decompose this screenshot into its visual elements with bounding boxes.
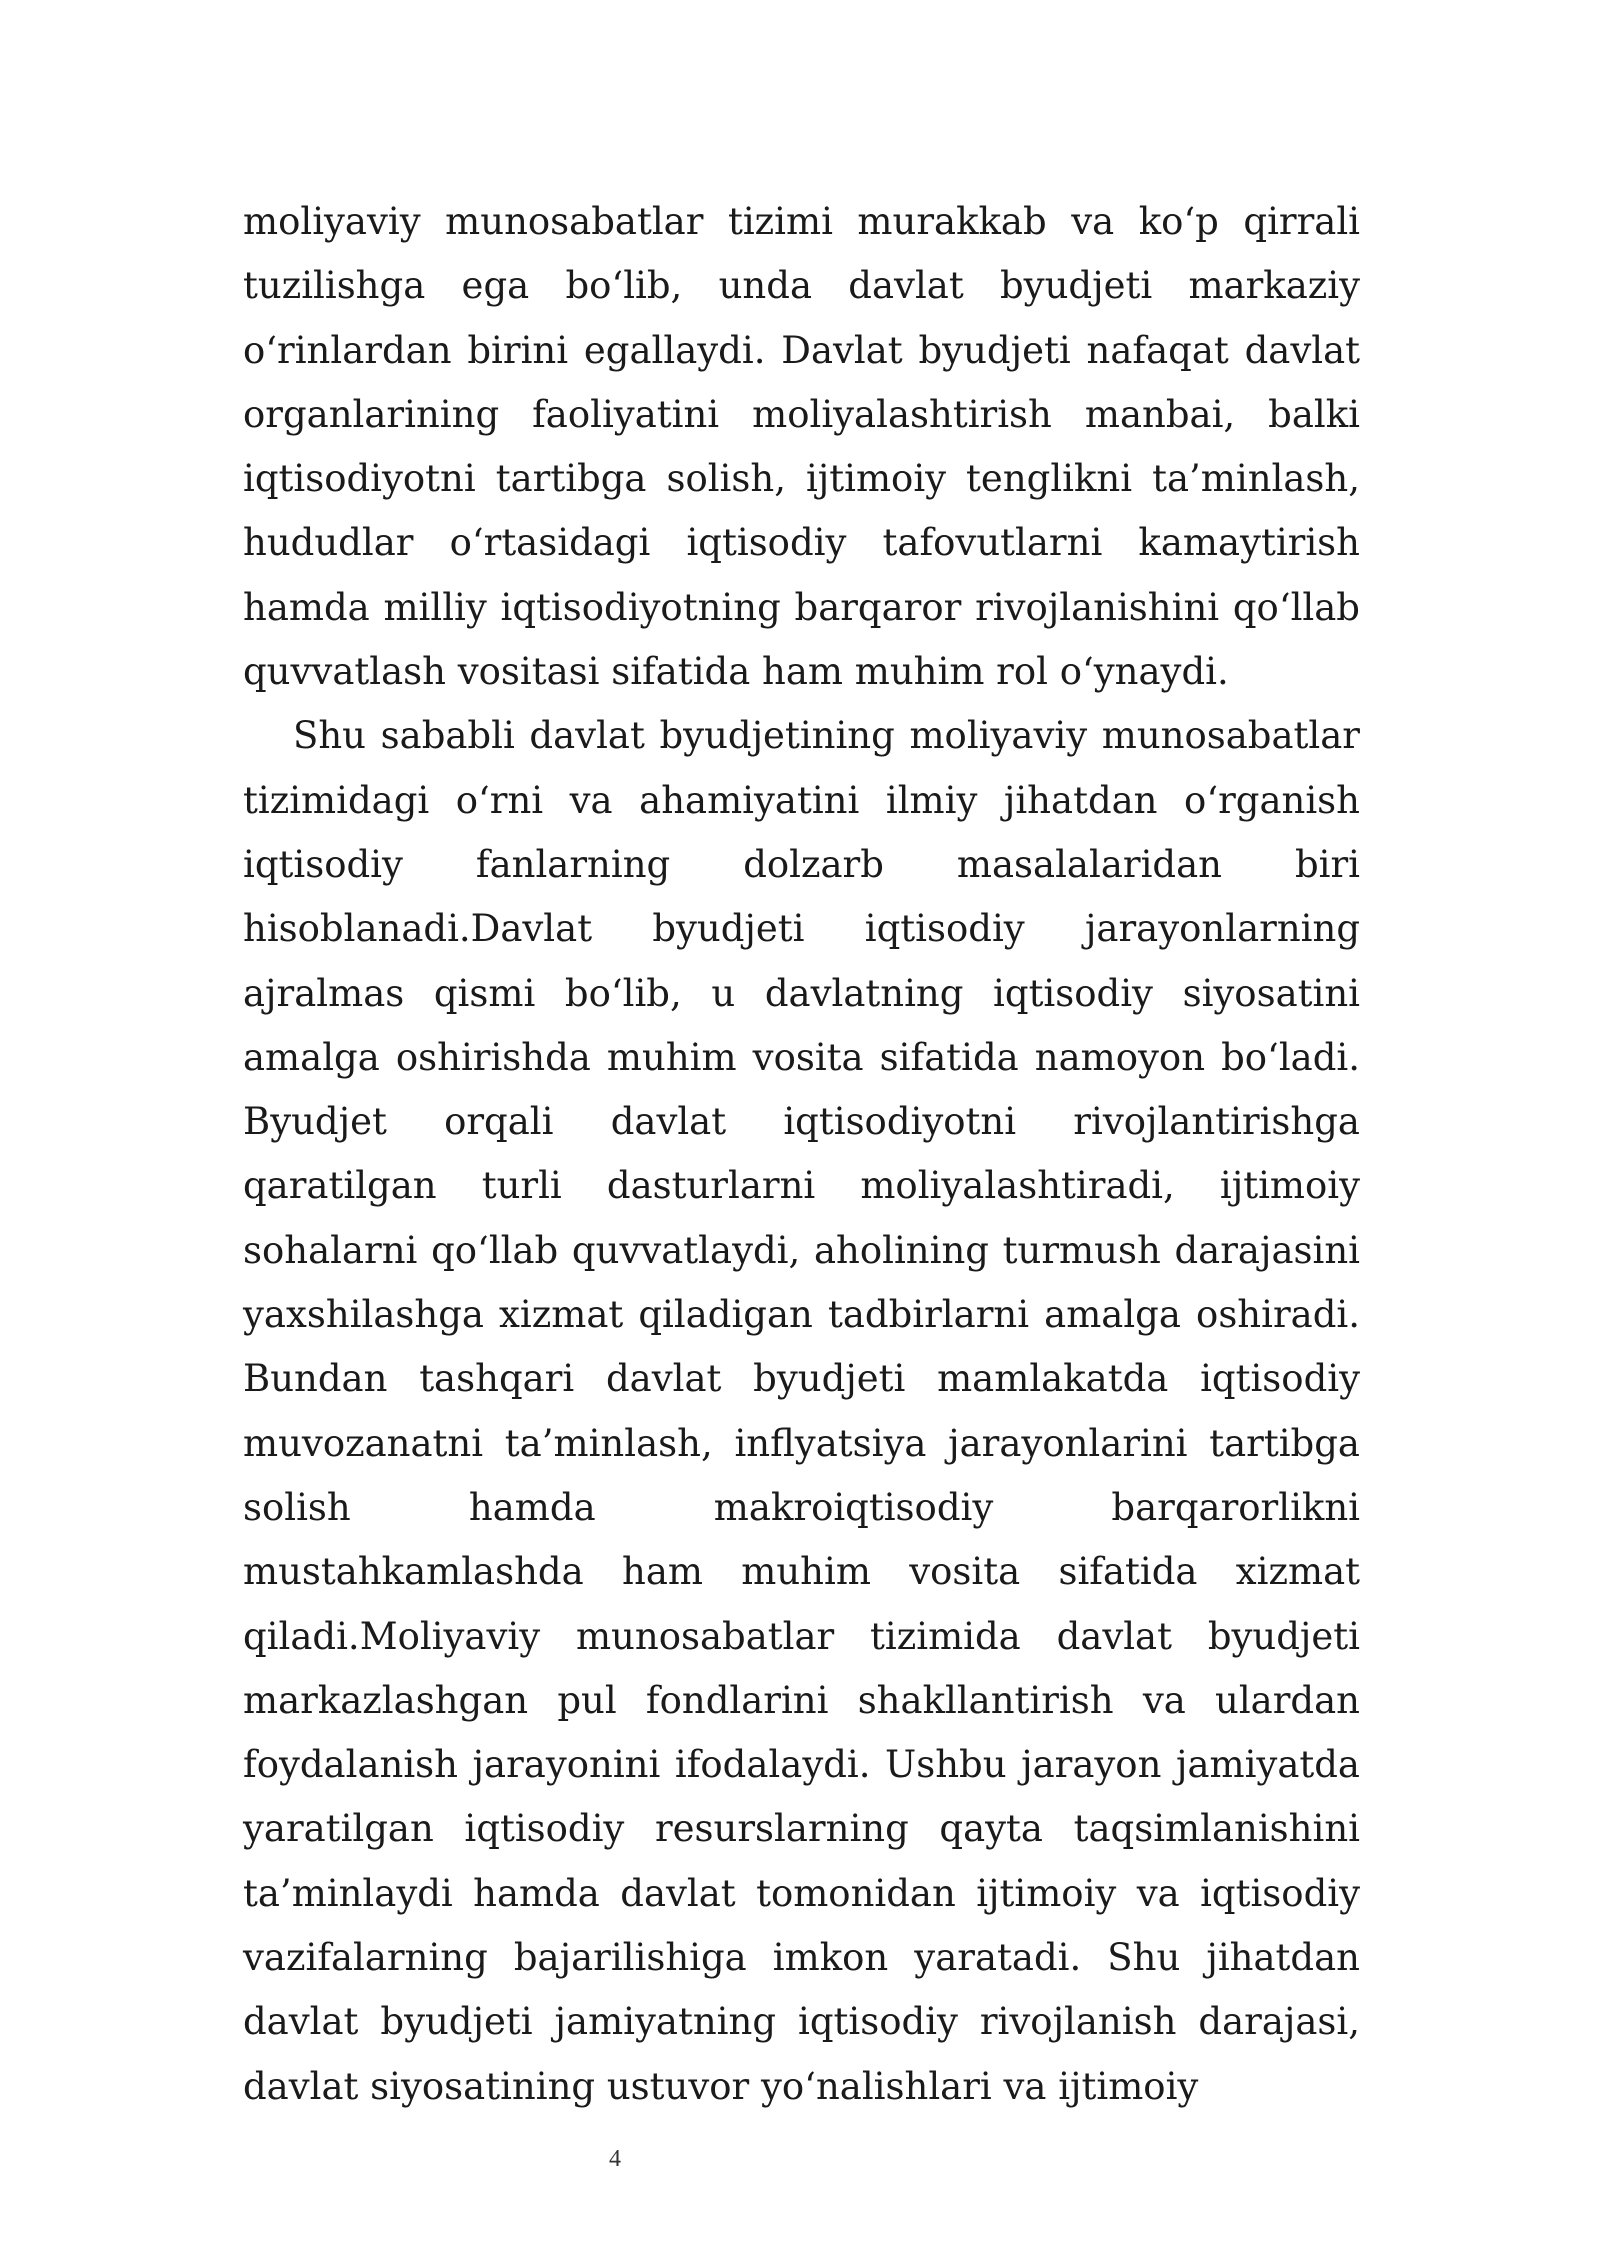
document-body [243, 190, 1360, 2119]
paragraph: Shu sababli davlat byudjetining moliyaviy munosabatlar tizimidagi o‘rni va ahamiyatini ilmiy jihatdan o‘rganish iqtisodiy fanlarning dolzarb masalalaridan biri hisoblanadi.Davlat byudjeti iqtisodiy jarayonlarning ajralmas qismi bo‘lib, u davlatning iqtisodiy siyosatini amalga oshirishda muhim vosita sifatida namoyon bo‘ladi. Byudjet orqali davlat iqtisodiyotni rivojlantirishga qaratilgan turli dasturlarni moliyalashtiradi, ijtimoiy sohalarni qo‘llab quvvatlaydi, aholining turmush darajasini yaxshilashga xizmat qiladigan tadbirlarni amalga oshiradi. Bundan tashqari davlat byudjeti mamlakatda iqtisodiy muvozanatni ta’minlash, inflyatsiya jarayonlarini tartibga solish hamda makroiqtisodiy barqarorlikni mustahkamlashda ham muhim vosita sifatida xizmat qiladi.Moliyaviy munosabatlar tizimida davlat byudjeti markazlashgan pul fondlarini shakllantirish va ulardan foydalanish jarayonini ifodalaydi. Ushbu jarayon jamiyatda yaratilgan iqtisodiy resurslarning qayta taqsimlanishini ta’minlaydi hamda davlat tomonidan ijtimoiy va iqtisodiy vazifalarning bajarilishiga imkon yaratadi. Shu jihatdan davlat byudjeti jamiyatning iqtisodiy rivojlanish darajasi, davlat siyosatining ustuvor yo‘nalishlari va ijtimoiy [243, 714, 1360, 2108]
page-number: 4 [609, 2146, 621, 2172]
paragraph-continued: moliyaviy munosabatlar tizimi murakkab va ko‘p qirrali tuzilishga ega bo‘lib, unda davlat byudjeti markaziy o‘rinlardan birini egallaydi. Davlat byudjeti nafaqat davlat organlarining faoliyatini moliyalashtirish manbai, balki iqtisodiyotni tartibga solish, ijtimoiy tenglikni ta’minlash, hududlar o‘rtasidagi iqtisodiy tafovutlarni kamaytirish hamda milliy iqtisodiyotning barqaror rivojlanishini qo‘llab quvvatlash vositasi sifatida ham muhim rol o‘ynaydi. [243, 200, 1360, 694]
